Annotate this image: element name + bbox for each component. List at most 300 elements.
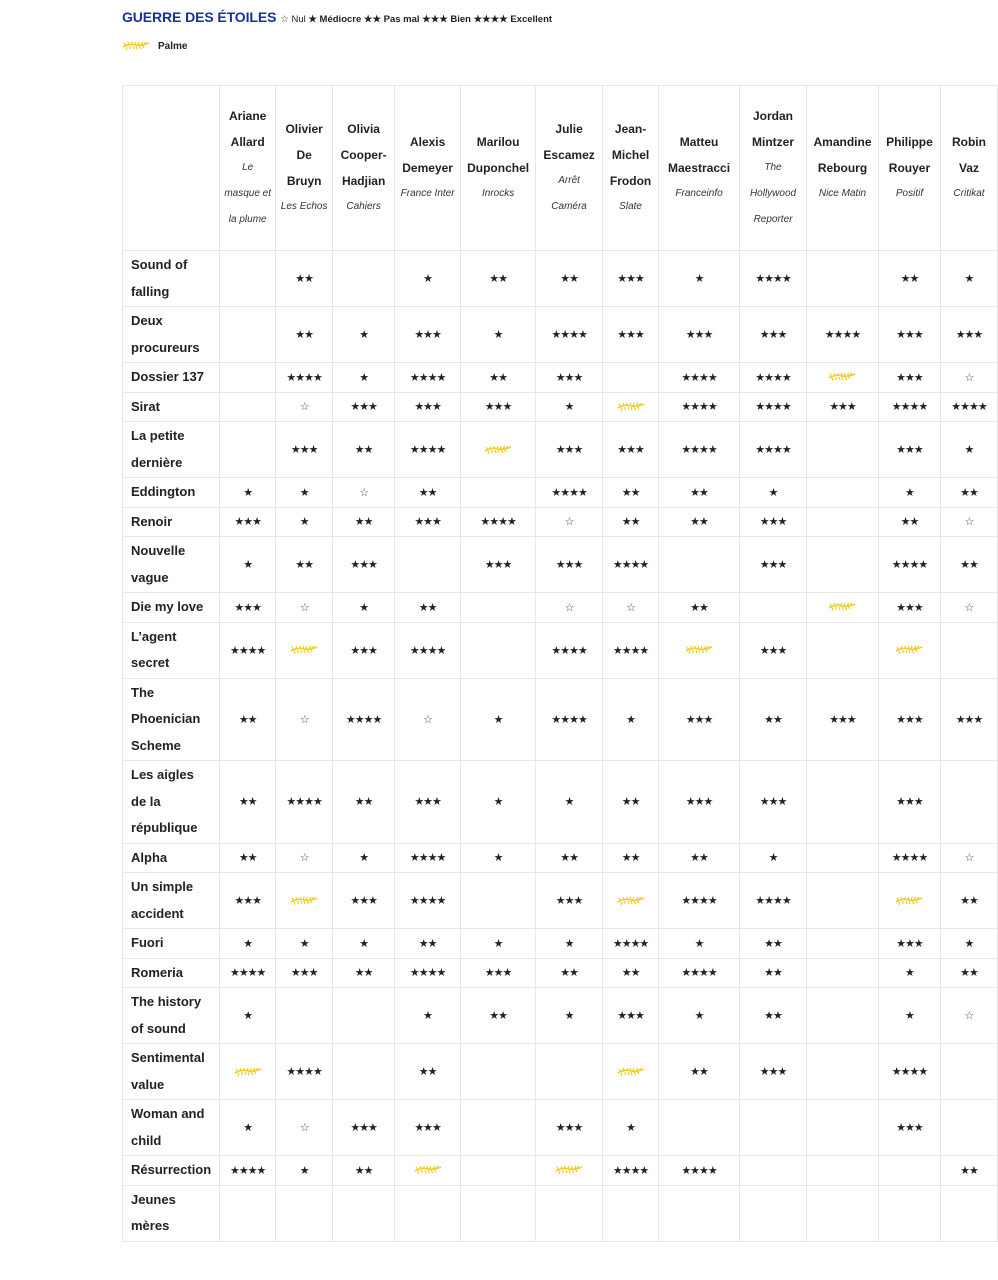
star-rating: ★★★ [603, 988, 659, 1044]
star-rating: ★★★★ [603, 537, 659, 593]
legend-stars: ★ [308, 14, 317, 25]
legend-label: Bien [447, 14, 474, 25]
star-rating: ★★★★ [220, 958, 276, 988]
palme-icon [484, 444, 512, 456]
palme-rating [659, 622, 740, 678]
star-rating: ★★ [276, 307, 333, 363]
empty-cell [807, 1156, 879, 1186]
star-rating: ★ [740, 478, 807, 508]
star-rating: ★★★ [220, 593, 276, 623]
star-rating: ★★★★ [536, 478, 603, 508]
empty-star-icon: ☆ [964, 1010, 974, 1022]
star-rating: ★★★★ [220, 1156, 276, 1186]
empty-star-icon: ☆ [964, 852, 974, 865]
critic-name: Alexis Demeyer [402, 135, 453, 175]
star-rating: ★★★★ [659, 1156, 740, 1186]
star-rating: ★★★ [536, 363, 603, 393]
critic-name: Robin Vaz [951, 135, 986, 175]
palme-icon [290, 895, 318, 907]
empty-cell [940, 1044, 997, 1100]
critic-header [536, 86, 603, 251]
star-rating: ★★★ [536, 537, 603, 593]
empty-cell [220, 251, 276, 307]
corner-cell [123, 86, 220, 251]
star-rating: ★★ [461, 988, 536, 1044]
star-rating: ★ [536, 929, 603, 959]
rating-nul [276, 593, 333, 623]
star-rating: ★★ [333, 507, 395, 537]
star-rating: ★ [276, 1156, 333, 1186]
star-rating: ★★★★ [220, 622, 276, 678]
star-rating: ★★★ [536, 422, 603, 478]
critic-name: Ariane Allard [229, 109, 267, 149]
star-rating: ★★★★ [395, 363, 461, 393]
palme-rating [276, 622, 333, 678]
empty-cell [395, 1185, 461, 1241]
star-rating: ★★★ [276, 958, 333, 988]
legend-label: Nul [288, 14, 309, 25]
film-title: Fuori [123, 929, 220, 959]
star-rating: ★★★★ [659, 392, 740, 422]
star-rating: ★★ [461, 363, 536, 393]
star-rating: ★★ [603, 507, 659, 537]
empty-cell [740, 593, 807, 623]
empty-cell [878, 1185, 940, 1241]
star-rating: ★★★ [333, 873, 395, 929]
film-row [123, 1100, 998, 1156]
empty-cell [461, 1185, 536, 1241]
film-title: The Phoenician Scheme [123, 678, 220, 761]
rating-legend [280, 9, 552, 27]
star-rating: ★★★ [276, 422, 333, 478]
film-title: Nouvelle vague [123, 537, 220, 593]
palme-icon [828, 601, 856, 613]
star-rating: ★★ [333, 761, 395, 844]
critic-header [659, 86, 740, 251]
star-rating: ★★★★ [659, 958, 740, 988]
film-title: Romeria [123, 958, 220, 988]
empty-cell [461, 478, 536, 508]
empty-cell [807, 422, 879, 478]
palme-icon [414, 1164, 442, 1176]
palme-label: Palme [158, 40, 188, 52]
star-rating: ★★★★ [395, 958, 461, 988]
empty-cell [333, 1185, 395, 1241]
film-row [123, 392, 998, 422]
empty-cell [807, 929, 879, 959]
empty-cell [878, 1156, 940, 1186]
star-rating: ★ [461, 307, 536, 363]
film-row [123, 422, 998, 478]
empty-cell [807, 988, 879, 1044]
empty-star-icon: ☆ [299, 601, 309, 614]
legend-item [422, 14, 473, 25]
critic-outlet: Cahiers [346, 201, 381, 212]
star-rating: ★★★★ [940, 392, 997, 422]
legend-label: Médiocre [316, 14, 364, 25]
empty-cell [740, 1156, 807, 1186]
star-rating: ★★★★ [740, 392, 807, 422]
empty-cell [740, 1185, 807, 1241]
critic-name: Olivia Cooper-Hadjian [340, 122, 387, 188]
star-rating: ★★ [333, 1156, 395, 1186]
star-rating: ★★★ [333, 622, 395, 678]
critic-header [878, 86, 940, 251]
star-rating: ★★ [659, 507, 740, 537]
film-row [123, 1185, 998, 1241]
critic-header [276, 86, 333, 251]
film-title: Dossier 137 [123, 363, 220, 393]
star-rating: ★★★★ [878, 843, 940, 873]
palme-icon [617, 1066, 645, 1078]
star-rating: ★ [536, 988, 603, 1044]
star-rating: ★★ [536, 251, 603, 307]
empty-cell [807, 958, 879, 988]
film-row [123, 363, 998, 393]
film-row [123, 251, 998, 307]
star-rating: ★★ [220, 843, 276, 873]
star-rating: ★★ [536, 843, 603, 873]
critic-header [461, 86, 536, 251]
star-rating: ★★ [536, 958, 603, 988]
star-rating: ★★★ [878, 929, 940, 959]
palme-rating [461, 422, 536, 478]
legend-label: Excellent [507, 14, 553, 25]
star-rating: ★ [603, 678, 659, 761]
star-rating: ★★★ [603, 422, 659, 478]
star-rating: ★ [740, 843, 807, 873]
palme-rating [536, 1156, 603, 1186]
star-rating: ★★ [659, 478, 740, 508]
film-row [123, 1156, 998, 1186]
star-rating: ★ [333, 593, 395, 623]
star-rating: ★★★ [740, 307, 807, 363]
star-rating: ★★★ [220, 873, 276, 929]
star-rating: ★★ [603, 478, 659, 508]
rating-nul [940, 988, 997, 1044]
critic-outlet: Arrêt Caméra [551, 175, 587, 212]
star-rating: ★★★★ [461, 507, 536, 537]
legend-stars: ☆ [280, 14, 289, 25]
empty-cell [603, 363, 659, 393]
critic-outlet: Le masque et la plume [224, 162, 272, 225]
star-rating: ★★★ [740, 507, 807, 537]
empty-star-icon: ☆ [564, 516, 574, 529]
palme-rating [807, 363, 879, 393]
star-rating: ★★ [940, 1156, 997, 1186]
critic-name: Jordan Mintzer [752, 109, 795, 149]
star-rating: ★★★★ [536, 622, 603, 678]
film-title: L’agent secret [123, 622, 220, 678]
legend-item [280, 14, 308, 25]
empty-cell [807, 251, 879, 307]
palme-icon [828, 371, 856, 383]
empty-star-icon: ☆ [423, 713, 433, 726]
rating-nul [536, 507, 603, 537]
film-row [123, 988, 998, 1044]
critic-header [740, 86, 807, 251]
star-rating: ★ [461, 761, 536, 844]
film-row [123, 873, 998, 929]
empty-cell [333, 988, 395, 1044]
title-legend-line [122, 9, 982, 27]
star-rating: ★ [220, 988, 276, 1044]
critic-outlet: Critikat [953, 188, 985, 199]
star-rating: ★★ [740, 929, 807, 959]
film-row [123, 678, 998, 761]
star-rating: ★★★ [878, 761, 940, 844]
star-rating: ★ [276, 929, 333, 959]
star-rating: ★ [220, 478, 276, 508]
empty-cell [536, 1185, 603, 1241]
empty-star-icon: ☆ [964, 516, 974, 529]
empty-cell [276, 1185, 333, 1241]
star-rating: ★ [878, 958, 940, 988]
star-rating: ★★ [659, 843, 740, 873]
star-rating: ★★★ [807, 678, 879, 761]
star-rating: ★★★ [603, 307, 659, 363]
empty-cell [220, 1185, 276, 1241]
star-rating: ★ [220, 1100, 276, 1156]
star-rating: ★★★★ [603, 929, 659, 959]
rating-nul [276, 392, 333, 422]
star-rating: ★★★ [333, 1100, 395, 1156]
star-rating: ★★ [603, 958, 659, 988]
film-title: Die my love [123, 593, 220, 623]
film-title: Jeunes mères [123, 1185, 220, 1241]
star-rating: ★★★ [603, 251, 659, 307]
palme-icon [895, 644, 923, 656]
critic-name: Philippe Rouyer [886, 135, 933, 175]
star-rating: ★★ [603, 843, 659, 873]
film-title: Résurrection [123, 1156, 220, 1186]
empty-cell [220, 422, 276, 478]
star-rating: ★ [220, 929, 276, 959]
empty-cell [940, 761, 997, 844]
empty-cell [807, 478, 879, 508]
star-rating: ★★ [395, 1044, 461, 1100]
rating-nul [276, 1100, 333, 1156]
ratings-table [122, 85, 998, 1242]
star-rating: ★★★★ [659, 873, 740, 929]
star-rating: ★★★★ [740, 873, 807, 929]
palme-rating [395, 1156, 461, 1186]
palme-icon [617, 401, 645, 413]
star-rating: ★★ [740, 678, 807, 761]
star-rating: ★★★★ [878, 1044, 940, 1100]
empty-star-icon: ☆ [359, 486, 369, 499]
rating-nul [276, 678, 333, 761]
empty-cell [536, 1044, 603, 1100]
legend-item [474, 14, 552, 25]
critic-outlet: Inrocks [481, 188, 515, 199]
star-rating: ★ [940, 422, 997, 478]
legend-stars: ★★★★ [473, 14, 508, 25]
star-rating: ★★ [220, 761, 276, 844]
star-rating: ★★★★ [276, 363, 333, 393]
star-rating: ★ [878, 988, 940, 1044]
star-rating: ★★ [276, 251, 333, 307]
empty-cell [807, 843, 879, 873]
star-rating: ★ [333, 363, 395, 393]
star-rating: ★★★ [659, 761, 740, 844]
star-rating: ★★★★ [740, 422, 807, 478]
star-rating: ★★ [940, 537, 997, 593]
empty-cell [807, 1044, 879, 1100]
star-rating: ★ [659, 988, 740, 1044]
film-title: Sound of falling [123, 251, 220, 307]
palme-icon [685, 644, 713, 656]
star-rating: ★★ [940, 873, 997, 929]
film-row [123, 507, 998, 537]
star-rating: ★ [659, 251, 740, 307]
palme-rating [276, 873, 333, 929]
film-title: Un simple accident [123, 873, 220, 929]
film-row [123, 537, 998, 593]
star-rating: ★★ [659, 1044, 740, 1100]
star-rating: ★★★ [659, 678, 740, 761]
empty-cell [395, 537, 461, 593]
empty-cell [276, 988, 333, 1044]
star-rating: ★★ [395, 593, 461, 623]
star-rating: ★★ [940, 478, 997, 508]
star-rating: ★★★ [461, 958, 536, 988]
star-rating: ★ [276, 507, 333, 537]
star-rating: ★★★ [395, 761, 461, 844]
star-rating: ★★★ [878, 678, 940, 761]
empty-cell [807, 1185, 879, 1241]
star-rating: ★ [276, 478, 333, 508]
star-rating: ★★★★ [536, 307, 603, 363]
film-row [123, 843, 998, 873]
star-rating: ★★★ [220, 507, 276, 537]
star-rating: ★★ [603, 761, 659, 844]
star-rating: ★★★★ [603, 1156, 659, 1186]
star-rating: ★★★ [740, 537, 807, 593]
star-rating: ★ [395, 988, 461, 1044]
star-rating: ★ [603, 1100, 659, 1156]
critic-outlet: Slate [619, 201, 642, 212]
film-title: Alpha [123, 843, 220, 873]
empty-star-icon: ☆ [299, 713, 309, 726]
film-row [123, 307, 998, 363]
star-rating: ★★★ [940, 307, 997, 363]
empty-cell [461, 873, 536, 929]
star-rating: ★★★★ [603, 622, 659, 678]
star-rating: ★★ [333, 958, 395, 988]
star-rating: ★★★ [878, 307, 940, 363]
legend-stars: ★★★ [422, 14, 448, 25]
star-rating: ★ [461, 843, 536, 873]
star-rating: ★★★ [536, 1100, 603, 1156]
star-rating: ★★★★ [276, 761, 333, 844]
empty-cell [461, 622, 536, 678]
star-rating: ★★ [878, 251, 940, 307]
empty-cell [807, 622, 879, 678]
critic-outlet: Positif [895, 188, 924, 199]
star-rating: ★★★★ [807, 307, 879, 363]
star-rating: ★★★★ [659, 363, 740, 393]
star-rating: ★★★★ [878, 537, 940, 593]
star-rating: ★★★ [940, 678, 997, 761]
star-rating: ★★★ [395, 507, 461, 537]
film-row [123, 622, 998, 678]
empty-star-icon: ☆ [299, 1122, 309, 1134]
film-row [123, 929, 998, 959]
star-rating: ★ [659, 929, 740, 959]
film-title: Sirat [123, 392, 220, 422]
film-title: Eddington [123, 478, 220, 508]
film-row [123, 478, 998, 508]
palme-icon [122, 37, 150, 55]
empty-cell [220, 363, 276, 393]
film-row [123, 761, 998, 844]
star-rating: ★★★ [740, 1044, 807, 1100]
empty-cell [659, 537, 740, 593]
critic-header [603, 86, 659, 251]
empty-star-icon: ☆ [964, 371, 974, 384]
star-rating: ★★★★ [395, 873, 461, 929]
star-rating: ★ [461, 678, 536, 761]
empty-cell [659, 1100, 740, 1156]
legend-item [364, 14, 422, 25]
legend-item [308, 14, 364, 25]
empty-star-icon: ☆ [299, 852, 309, 865]
rating-nul [940, 843, 997, 873]
empty-cell [333, 1044, 395, 1100]
rating-nul [333, 478, 395, 508]
star-rating: ★★★★ [395, 622, 461, 678]
palme-icon [617, 895, 645, 907]
empty-cell [461, 1100, 536, 1156]
film-title: Woman and child [123, 1100, 220, 1156]
star-rating: ★ [940, 251, 997, 307]
star-rating: ★ [395, 251, 461, 307]
star-rating: ★★★ [395, 1100, 461, 1156]
page-title: GUERRE DES ÉTOILES [122, 9, 277, 25]
empty-cell [461, 1044, 536, 1100]
empty-cell [940, 622, 997, 678]
empty-cell [461, 593, 536, 623]
empty-cell [740, 1100, 807, 1156]
star-rating: ★★ [659, 593, 740, 623]
rating-nul [536, 593, 603, 623]
palme-rating [220, 1044, 276, 1100]
rating-nul [395, 678, 461, 761]
star-rating: ★ [333, 843, 395, 873]
film-row [123, 593, 998, 623]
empty-cell [807, 1100, 879, 1156]
palme-rating [603, 873, 659, 929]
empty-cell [333, 251, 395, 307]
critic-outlet: Franceinfo [675, 188, 723, 199]
critic-header [940, 86, 997, 251]
rating-nul [603, 593, 659, 623]
star-rating: ★ [333, 929, 395, 959]
palme-rating [807, 593, 879, 623]
star-rating: ★ [220, 537, 276, 593]
star-rating: ★★★ [333, 537, 395, 593]
rating-nul [940, 593, 997, 623]
star-rating: ★★★ [878, 593, 940, 623]
legend-label: Pas mal [380, 14, 423, 25]
star-rating: ★★★★ [536, 678, 603, 761]
star-rating: ★★★ [740, 761, 807, 844]
table-header [123, 86, 998, 251]
palme-icon [234, 1066, 262, 1078]
star-rating: ★★★★ [395, 843, 461, 873]
palme-rating [878, 873, 940, 929]
